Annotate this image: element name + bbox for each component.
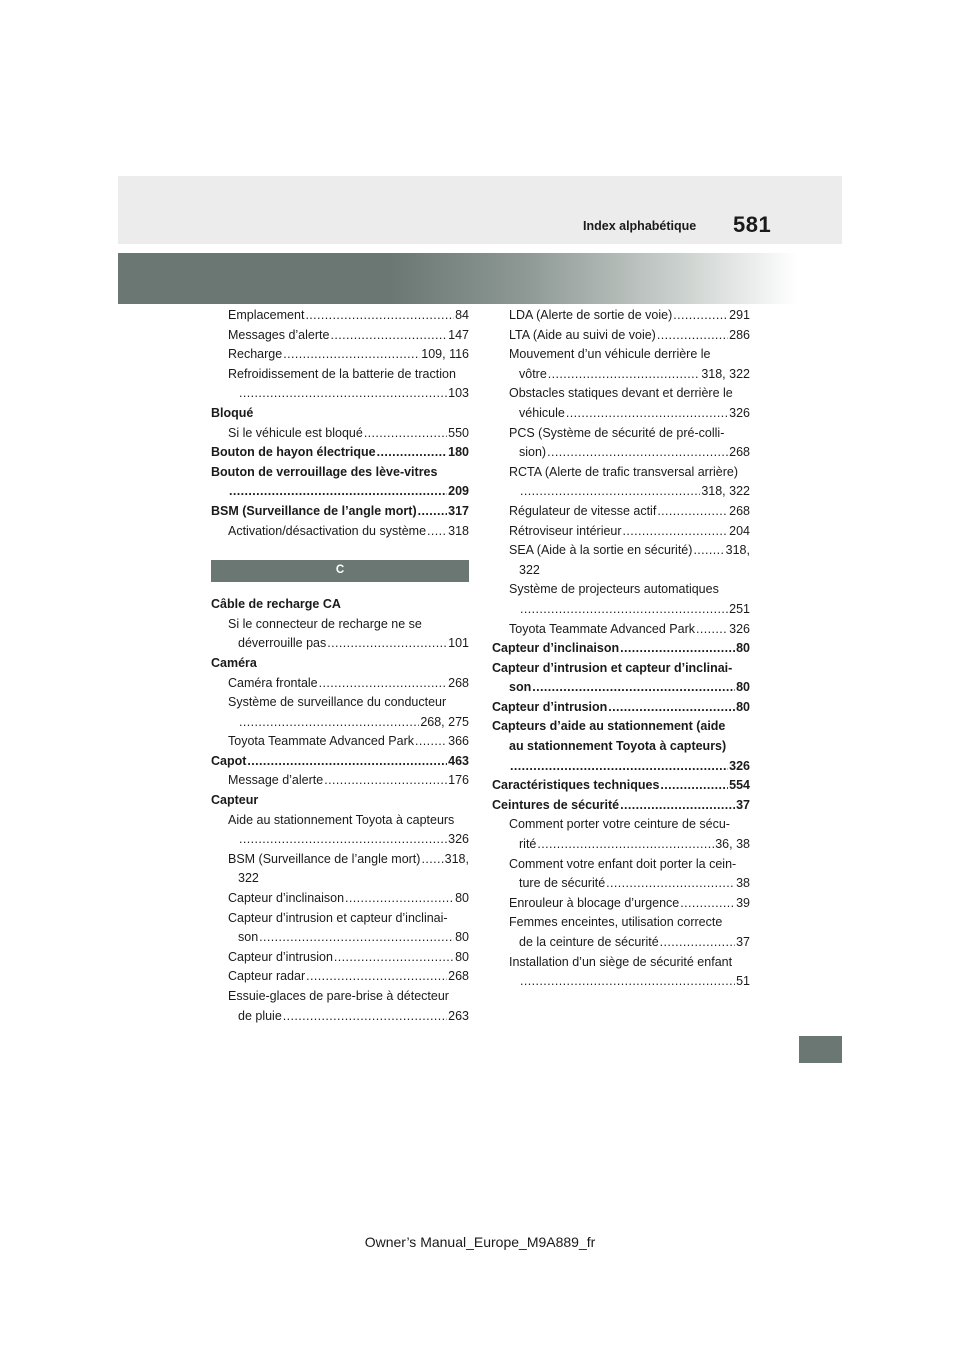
index-entry xyxy=(492,620,750,640)
index-entry: Bloqué xyxy=(211,405,254,420)
entry-term: Si le véhicule est bloqué xyxy=(228,425,363,440)
entry-page-ref: 318, xyxy=(444,851,469,866)
entry-term: de la ceinture de sécurité xyxy=(519,935,659,949)
index-group-b xyxy=(211,306,469,541)
dot-leader xyxy=(259,928,454,948)
entry-term: ture de sécurité xyxy=(519,876,606,891)
entry-page-ref: 318, 322 xyxy=(701,366,750,381)
entry-term: sion) xyxy=(519,445,547,460)
dot-leader xyxy=(696,620,728,640)
index-entry xyxy=(211,948,469,968)
entry-page-ref: 550 xyxy=(448,425,469,440)
entry-page-ref: 326 xyxy=(448,832,469,847)
index-entry xyxy=(492,639,750,659)
dot-leader xyxy=(547,443,728,463)
index-entry: Capteur d’intrusion et capteur d’inclinai- xyxy=(228,910,448,925)
section-letter: C xyxy=(335,564,345,577)
entry-page-ref: 317 xyxy=(448,503,469,518)
index-entry: Si le connecteur de recharge ne se xyxy=(228,616,422,631)
dot-leader xyxy=(239,384,447,404)
entry-page-ref: 80 xyxy=(455,949,469,964)
dot-leader xyxy=(620,639,735,659)
entry-page-ref: 80 xyxy=(736,699,750,714)
index-group-c-continued xyxy=(492,306,750,992)
entry-term: Recharge xyxy=(228,347,283,362)
dot-leader xyxy=(283,1007,447,1027)
dot-leader xyxy=(305,306,454,326)
entry-page-ref: 147 xyxy=(448,327,469,342)
entry-term: Capteur d’intrusion xyxy=(492,699,608,714)
index-entry xyxy=(211,345,469,365)
entry-term: son xyxy=(238,930,259,945)
dot-leader xyxy=(510,757,728,777)
dot-leader xyxy=(330,326,447,346)
entry-term: BSM (Surveillance de l’angle mort) xyxy=(228,851,421,866)
dot-leader xyxy=(657,502,728,522)
entry-term: LDA (Alerte de sortie de voie) xyxy=(509,308,673,322)
index-entry: 322 xyxy=(238,871,259,886)
dot-leader xyxy=(680,894,735,914)
dot-leader xyxy=(660,933,735,953)
dot-leader xyxy=(520,482,700,502)
index-entry xyxy=(211,850,469,870)
entry-term: Régulateur de vitesse actif xyxy=(509,503,657,518)
section-header-c xyxy=(211,560,469,582)
dot-leader xyxy=(548,365,701,385)
dot-leader xyxy=(239,713,419,733)
entry-page-ref: 80 xyxy=(736,641,750,656)
dot-leader xyxy=(319,674,448,694)
dot-leader xyxy=(283,345,420,365)
index-column-right xyxy=(492,306,750,992)
index-entry xyxy=(211,522,469,542)
entry-term: de pluie xyxy=(238,1008,282,1023)
entry-term: Capteur d’inclinaison xyxy=(492,641,620,656)
entry-page-ref: 84 xyxy=(455,308,469,322)
entry-page-ref: 268, 275 xyxy=(420,714,469,729)
dot-leader xyxy=(327,634,447,654)
dot-leader xyxy=(660,776,728,796)
dot-leader xyxy=(623,522,729,542)
index-entry: RCTA (Alerte de trafic transversal arrière) xyxy=(509,464,738,479)
entry-term: vôtre xyxy=(519,366,547,381)
index-entry xyxy=(492,502,750,522)
dot-leader xyxy=(673,306,728,326)
entry-page-ref: 268 xyxy=(448,969,469,984)
entry-page-ref: 286 xyxy=(729,327,750,342)
entry-term: Message d’alerte xyxy=(228,773,324,788)
entry-term: Rétroviseur intérieur xyxy=(509,523,622,538)
header-gradient-bar xyxy=(118,253,798,304)
index-entry xyxy=(492,678,750,698)
entry-term: Messages d’alerte xyxy=(228,327,330,342)
index-entry xyxy=(492,874,750,894)
entry-page-ref: 268 xyxy=(729,445,750,460)
index-entry xyxy=(211,1007,469,1027)
index-entry xyxy=(492,404,750,424)
index-entry: Capteur xyxy=(211,793,259,808)
index-entry xyxy=(211,326,469,346)
entry-term: BSM (Surveillance de l’angle mort) xyxy=(211,503,417,518)
entry-term: Capteur radar xyxy=(228,969,306,984)
index-entry xyxy=(492,482,750,502)
dot-leader xyxy=(421,850,443,870)
entry-page-ref: 291 xyxy=(729,308,750,322)
index-entry xyxy=(211,713,469,733)
index-entry: Bouton de verrouillage des lève-vitres xyxy=(211,464,438,479)
entry-term: véhicule xyxy=(519,405,565,420)
index-entry xyxy=(492,776,750,796)
index-entry xyxy=(211,306,469,326)
dot-leader xyxy=(247,752,447,772)
entry-page-ref: 103 xyxy=(448,386,469,401)
entry-term: Enrouleur à blocage d’urgence xyxy=(509,895,680,910)
dot-leader xyxy=(606,874,735,894)
entry-term: Ceintures de sécurité xyxy=(492,797,620,812)
entry-page-ref: 326 xyxy=(729,758,750,773)
dot-leader xyxy=(537,835,714,855)
index-entry xyxy=(211,674,469,694)
entry-page-ref: 80 xyxy=(736,680,750,695)
entry-term: SEA (Aide à la sortie en sécurité) xyxy=(509,543,693,558)
index-entry: PCS (Système de sécurité de pré-colli- xyxy=(509,425,725,440)
index-entry xyxy=(211,889,469,909)
entry-term: Caméra frontale xyxy=(228,675,318,690)
entry-page-ref: 109, 116 xyxy=(421,347,469,362)
entry-term: Bouton de hayon électrique xyxy=(211,445,376,460)
index-entry: Comment porter votre ceinture de sécu- xyxy=(509,817,730,832)
index-entry: Obstacles statiques devant et derrière le xyxy=(509,386,733,401)
entry-page-ref: 37 xyxy=(736,935,750,949)
dot-leader xyxy=(418,502,448,522)
entry-term: rité xyxy=(519,837,537,852)
index-entry: Essuie-glaces de pare-brise à détecteur xyxy=(228,989,449,1003)
entry-page-ref: 180 xyxy=(448,445,469,460)
dot-leader xyxy=(345,889,454,909)
entry-page-ref: 268 xyxy=(448,675,469,690)
entry-page-ref: 80 xyxy=(455,930,469,945)
entry-page-ref: 38 xyxy=(736,876,750,891)
dot-leader xyxy=(620,796,735,816)
index-entry: Capteur d’intrusion et capteur d’inclinai- xyxy=(492,660,733,675)
entry-term: Capot xyxy=(211,753,247,768)
dot-leader xyxy=(566,404,728,424)
entry-page-ref: 37 xyxy=(736,797,750,812)
index-entry xyxy=(211,967,469,987)
index-entry xyxy=(492,443,750,463)
index-entry xyxy=(492,933,750,953)
entry-page-ref: 263 xyxy=(448,1008,469,1023)
index-entry xyxy=(492,972,750,992)
footer-manual-id: Owner’s Manual_Europe_M9A889_fr xyxy=(364,1234,596,1250)
index-entry: Système de projecteurs automatiques xyxy=(509,582,719,597)
index-entry xyxy=(492,894,750,914)
entry-page-ref: 204 xyxy=(729,523,750,538)
entry-page-ref: 318 xyxy=(448,523,469,538)
entry-term: déverrouille pas xyxy=(238,636,327,651)
entry-page-ref: 268 xyxy=(729,503,750,518)
entry-page-ref: 209 xyxy=(448,484,469,499)
index-entry xyxy=(492,306,750,326)
index-entry xyxy=(492,522,750,542)
dot-leader xyxy=(657,326,728,346)
index-entry: Installation d’un siège de sécurité enfant xyxy=(509,954,733,969)
entry-term: Toyota Teammate Advanced Park xyxy=(509,621,695,636)
index-entry xyxy=(211,830,469,850)
dot-leader xyxy=(334,948,454,968)
index-entry xyxy=(211,771,469,791)
entry-page-ref: 80 xyxy=(455,891,469,906)
index-entry: 322 xyxy=(519,562,540,577)
index-entry: Caméra xyxy=(211,655,257,670)
index-entry xyxy=(211,424,469,444)
entry-page-ref: 326 xyxy=(729,405,750,420)
index-entry: Refroidissement de la batterie de traction xyxy=(228,366,456,381)
index-entry: au stationnement Toyota à capteurs) xyxy=(509,739,727,754)
entry-page-ref: 318, 322 xyxy=(701,484,750,499)
entry-term: Emplacement xyxy=(228,308,305,322)
dot-leader xyxy=(377,443,448,463)
dot-leader xyxy=(239,830,447,850)
entry-term: LTA (Aide au suivi de voie) xyxy=(509,327,656,342)
dot-leader xyxy=(520,972,735,992)
index-entry xyxy=(211,752,469,772)
index-entry xyxy=(492,757,750,777)
entry-page-ref: 326 xyxy=(729,621,750,636)
entry-page-ref: 101 xyxy=(448,636,469,651)
index-entry: Comment votre enfant doit porter la cein- xyxy=(509,856,737,871)
entry-page-ref: 318, xyxy=(725,543,750,558)
dot-leader xyxy=(520,600,728,620)
index-entry: Capteurs d’aide au stationnement (aide xyxy=(492,719,726,734)
index-entry: Câble de recharge CA xyxy=(211,597,341,612)
index-group-c xyxy=(211,595,469,1026)
index-column-left xyxy=(211,306,469,1026)
dot-leader xyxy=(229,482,447,502)
entry-term: Capteur d’inclinaison xyxy=(228,891,345,906)
index-entry xyxy=(211,928,469,948)
dot-leader xyxy=(693,541,724,561)
entry-page-ref: 36, 38 xyxy=(715,837,750,852)
dot-leader xyxy=(532,678,735,698)
index-entry xyxy=(492,541,750,561)
page-number: 581 xyxy=(733,212,772,237)
dot-leader xyxy=(324,771,447,791)
index-entry xyxy=(211,384,469,404)
entry-page-ref: 251 xyxy=(729,601,750,616)
index-entry: Mouvement d’un véhicule derrière le xyxy=(509,347,711,362)
index-entry xyxy=(211,634,469,654)
index-entry: Aide au stationnement Toyota à capteurs xyxy=(228,812,455,827)
thumb-tab xyxy=(799,1036,842,1063)
index-entry: Femmes enceintes, utilisation correcte xyxy=(509,915,723,930)
index-entry: Système de surveillance du conducteur xyxy=(228,695,447,710)
header-title: Index alphabétique xyxy=(583,219,697,233)
entry-page-ref: 51 xyxy=(736,974,750,989)
dot-leader xyxy=(364,424,447,444)
index-entry xyxy=(492,326,750,346)
index-entry xyxy=(492,365,750,385)
dot-leader xyxy=(427,522,447,542)
entry-term: Caractéristiques techniques xyxy=(492,778,660,793)
entry-term: Activation/désactivation du système xyxy=(228,523,427,538)
entry-term: son xyxy=(509,680,532,695)
index-entry xyxy=(492,835,750,855)
index-entry xyxy=(211,443,469,463)
index-entry xyxy=(211,502,469,522)
index-entry xyxy=(211,482,469,502)
index-entry xyxy=(492,600,750,620)
entry-page-ref: 39 xyxy=(736,895,750,910)
dot-leader xyxy=(415,732,447,752)
dot-leader xyxy=(608,698,735,718)
entry-page-ref: 176 xyxy=(448,773,469,788)
entry-page-ref: 554 xyxy=(729,778,750,793)
entry-term: Toyota Teammate Advanced Park xyxy=(228,734,414,749)
index-entry xyxy=(492,698,750,718)
entry-page-ref: 366 xyxy=(448,734,469,749)
dot-leader xyxy=(306,967,447,987)
entry-term: Capteur d’intrusion xyxy=(228,949,333,964)
index-entry xyxy=(211,732,469,752)
entry-page-ref: 463 xyxy=(448,753,469,768)
index-entry xyxy=(492,796,750,816)
